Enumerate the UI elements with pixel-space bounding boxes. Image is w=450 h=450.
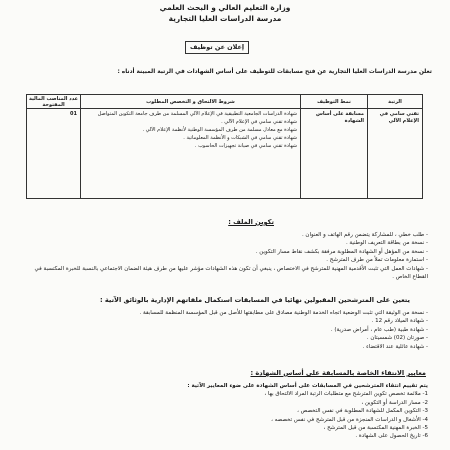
list-item: - استمارة معلومات تملأ من طرف المترشح . xyxy=(326,257,428,264)
condition-item: شهادة تقني سامي في الشبكات و الأنظمة المعلوماتية . xyxy=(183,135,297,141)
condition-item: شهادة تقني سامي في الإعلام الآلي . xyxy=(221,119,297,125)
list-item: - صورتان (02) شمسيتان . xyxy=(366,335,428,342)
list-item: 4- الأشغال و الدراسات المنجزة من قبل المترشح في نفس تخصصه ، xyxy=(271,416,428,423)
cell-mode: مسابقة على أساس الشهادة xyxy=(301,109,368,199)
positions-table xyxy=(26,94,423,199)
document-header xyxy=(0,2,450,24)
list-item: - شهادة عائلية عند الاقتضاء . xyxy=(362,343,428,350)
table-header-row xyxy=(27,95,423,109)
final-docs-title: يتعين على المترشحين المقبولين نهائيا في المسابقات استكمال ملفاتهم الإدارية بالوثائق الآتية : xyxy=(99,296,410,304)
header-conditions: شروط الالتحاق و التخصص المطلوب xyxy=(81,95,301,109)
list-item: - شهادة الميلاد رقم 12 . xyxy=(371,318,428,325)
list-item: 3- التكوين المكمل للشهادة المطلوبة في نفس التخصص ، xyxy=(297,408,428,415)
list-item: 2- مسار الدراسة أو التكوين ، xyxy=(361,399,428,406)
condition-item: شهادة الدراسات الجامعية التطبيقية في الإعلام الآلي المسلمة من طرف جامعة التكوين المتواصل xyxy=(97,111,297,117)
cell-conditions xyxy=(81,109,301,199)
list-item: - نسخة من المؤهل أو الشهادة المطلوبة مرفقة بكشف نقاط مسار التكوين . xyxy=(255,248,428,255)
condition-item: شهادة تقني سامي في صيانة تجهيزات الحاسوب . xyxy=(194,143,297,149)
list-item: - شهادات العمل التي تثبت الأقدمية المهنية للمترشح في الاختصاص ، ينبغي أن تكون هذه الشهادات مؤشر عليها من طرف هيئة الضمان الاجتماعي بالنسبة للخبرة المكتسبة في القطاع الخاص . xyxy=(34,265,428,281)
table-row xyxy=(27,109,423,199)
ministry-name: وزارة التعليم العالي و البحث العلمي xyxy=(159,3,291,12)
criteria-list xyxy=(28,382,428,441)
criteria-intro: يتم تقييم انتقاء المترشحين في المسابقات على أساس الشهادة على ضوء المعايير الآتية : xyxy=(187,383,428,389)
list-item: 1- ملائمة تخصص تكوين المترشح مع متطلبات الرتبة المراد الالتحاق بها ، xyxy=(264,391,428,398)
header-mode: نمط التوظيف xyxy=(301,95,368,109)
list-item: 5- الخبرة المهنية المكتسبة من قبل المترشح ، xyxy=(323,425,428,432)
school-name: مدرسة الدراسات العليا التجارية xyxy=(168,14,282,23)
criteria-title: معايير الانتقاء الخاصة بالمسابقة على أساس الشهادة : xyxy=(250,369,426,377)
list-item: - نسخة من بطاقة التعريف الوطنية . xyxy=(345,240,428,247)
header-count: عدد المناصب المالية المفتوحة xyxy=(27,95,81,109)
cell-rank: تقني سامي في الإعلام الآلي xyxy=(368,109,423,199)
cell-count: 01 xyxy=(27,109,81,199)
condition-item: شهادة مع معادل مسلمة من طرف المؤسسة الوطنية لأنظمة الإعلام الآلي . xyxy=(142,127,297,133)
list-item: - نسخة من الوثيقة التي تثبت الوضعية اتجاه الخدمة الوطنية مصادق على مطابقتها للأصل من قبل المؤسسة المنظمة للمسابقة . xyxy=(139,310,428,316)
notice-title: إعلان عن توظيف xyxy=(185,41,249,54)
list-item: - شهادة طبية (طب عام ، أمراض صدرية) . xyxy=(330,326,428,333)
intro-text: تعلن مدرسة الدراسات العليا التجارية عن فتح مسابقات للتوظيف على أساس الشهادات في الرتبة المبينة أدناه : xyxy=(117,69,432,75)
final-docs-list xyxy=(28,309,428,351)
list-item: - طلب خطي ، للمشاركة يتضمن رقم الهاتف و العنوان . xyxy=(301,232,428,238)
dossier-list xyxy=(28,231,428,281)
header-rank: الرتبة xyxy=(368,95,423,109)
dossier-title: تكوين الملف : xyxy=(228,218,274,226)
list-item: 6- تاريخ الحصول على الشهادة . xyxy=(355,433,428,440)
